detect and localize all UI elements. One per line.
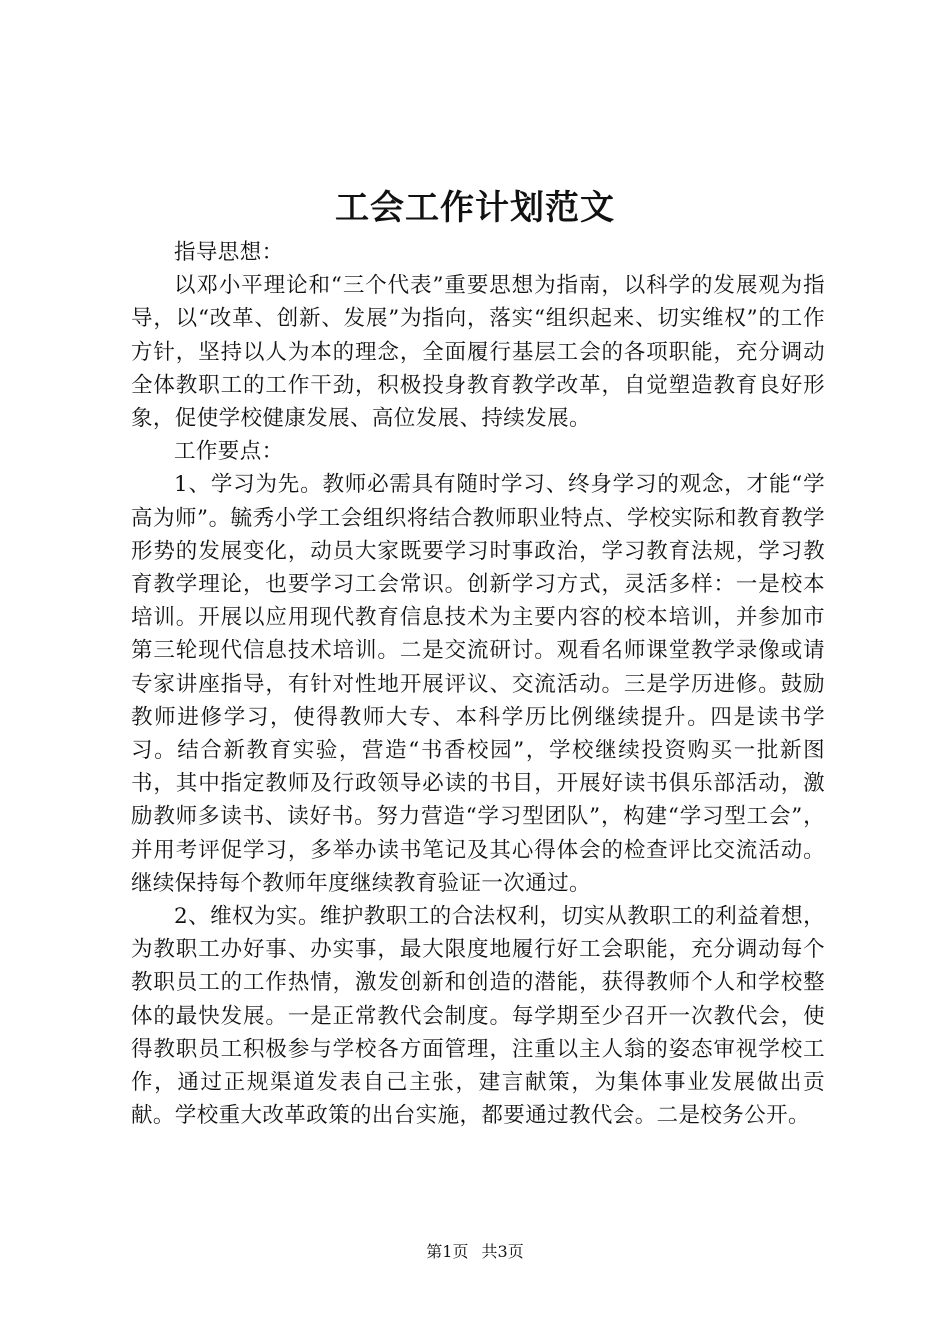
heading-work-points: 工作要点： [174,439,284,465]
heading-guiding-ideology: 指导思想： [174,240,284,265]
paragraph-guiding-ideology: 以邓小平理论和“三个代表”重要思想为指南，以科学的发展观为指导，以“改革、创新、发展”为指向，落实“组织起来、切实维权”的工作方针，坚持以人为本的理念，全面履行基层工会的各项职能，充分调动全体教职工的工作干劲，积极投身教育教学改革，自觉塑造教育良好形象，促使学校健康发展、高位发展、持续发展。 [131,273,825,432]
page-total: 共3页 [481,1242,524,1261]
document-title: 工会工作计划范文 [335,188,615,228]
page-footer [0,1240,950,1264]
document-body [131,236,825,1132]
paragraph-rights-protection: 2、维权为实。维护教职工的合法权利，切实从教职工的利益着想，为教职工办好事、办实事，最大限度地履行好工会职能，充分调动每个教职员工的工作热情，激发创新和创造的潜能，获得教师个人和学校整体的最快发展。一是正常教代会制度。每学期至少召开一次教代会，使得教职员工积极参与学校各方面管理，注重以主人翁的姿态审视学校工作，通过正规渠道发表自己主张，建言献策，为集体事业发展做出贡献。学校重大改革政策的出台实施，都要通过教代会。二是校务公开。 [131,904,825,1129]
page-number: 第1页 [426,1242,469,1261]
paragraph-learning-first: 1、学习为先。教师必需具有随时学习、终身学习的观念，才能“学高为师”。毓秀小学工会组织将结合教师职业特点、学校实际和教育教学形势的发展变化，动员大家既要学习时事政治，学习教育法规，学习教育教学理论，也要学习工会常识。创新学习方式，灵活多样：一是校本培训。开展以应用现代教育信息技术为主要内容的校本培训，并参加市第三轮现代信息技术培训。二是交流研讨。观看名师课堂教学录像或请专家讲座指导，有针对性地开展评议、交流活动。三是学历进修。鼓励教师进修学习，使得教师大专、本科学历比例继续提升。四是读书学习。结合新教育实验，营造“书香校园”，学校继续投资购买一批新图书，其中指定教师及行政领导必读的书目，开展好读书俱乐部活动，激励教师多读书、读好书。努力营造“学习型团队”，构建“学习型工会”，并用考评促学习，多举办读书笔记及其心得体会的检查评比交流活动。继续保持每个教师年度继续教育验证一次通过。 [131,472,825,896]
